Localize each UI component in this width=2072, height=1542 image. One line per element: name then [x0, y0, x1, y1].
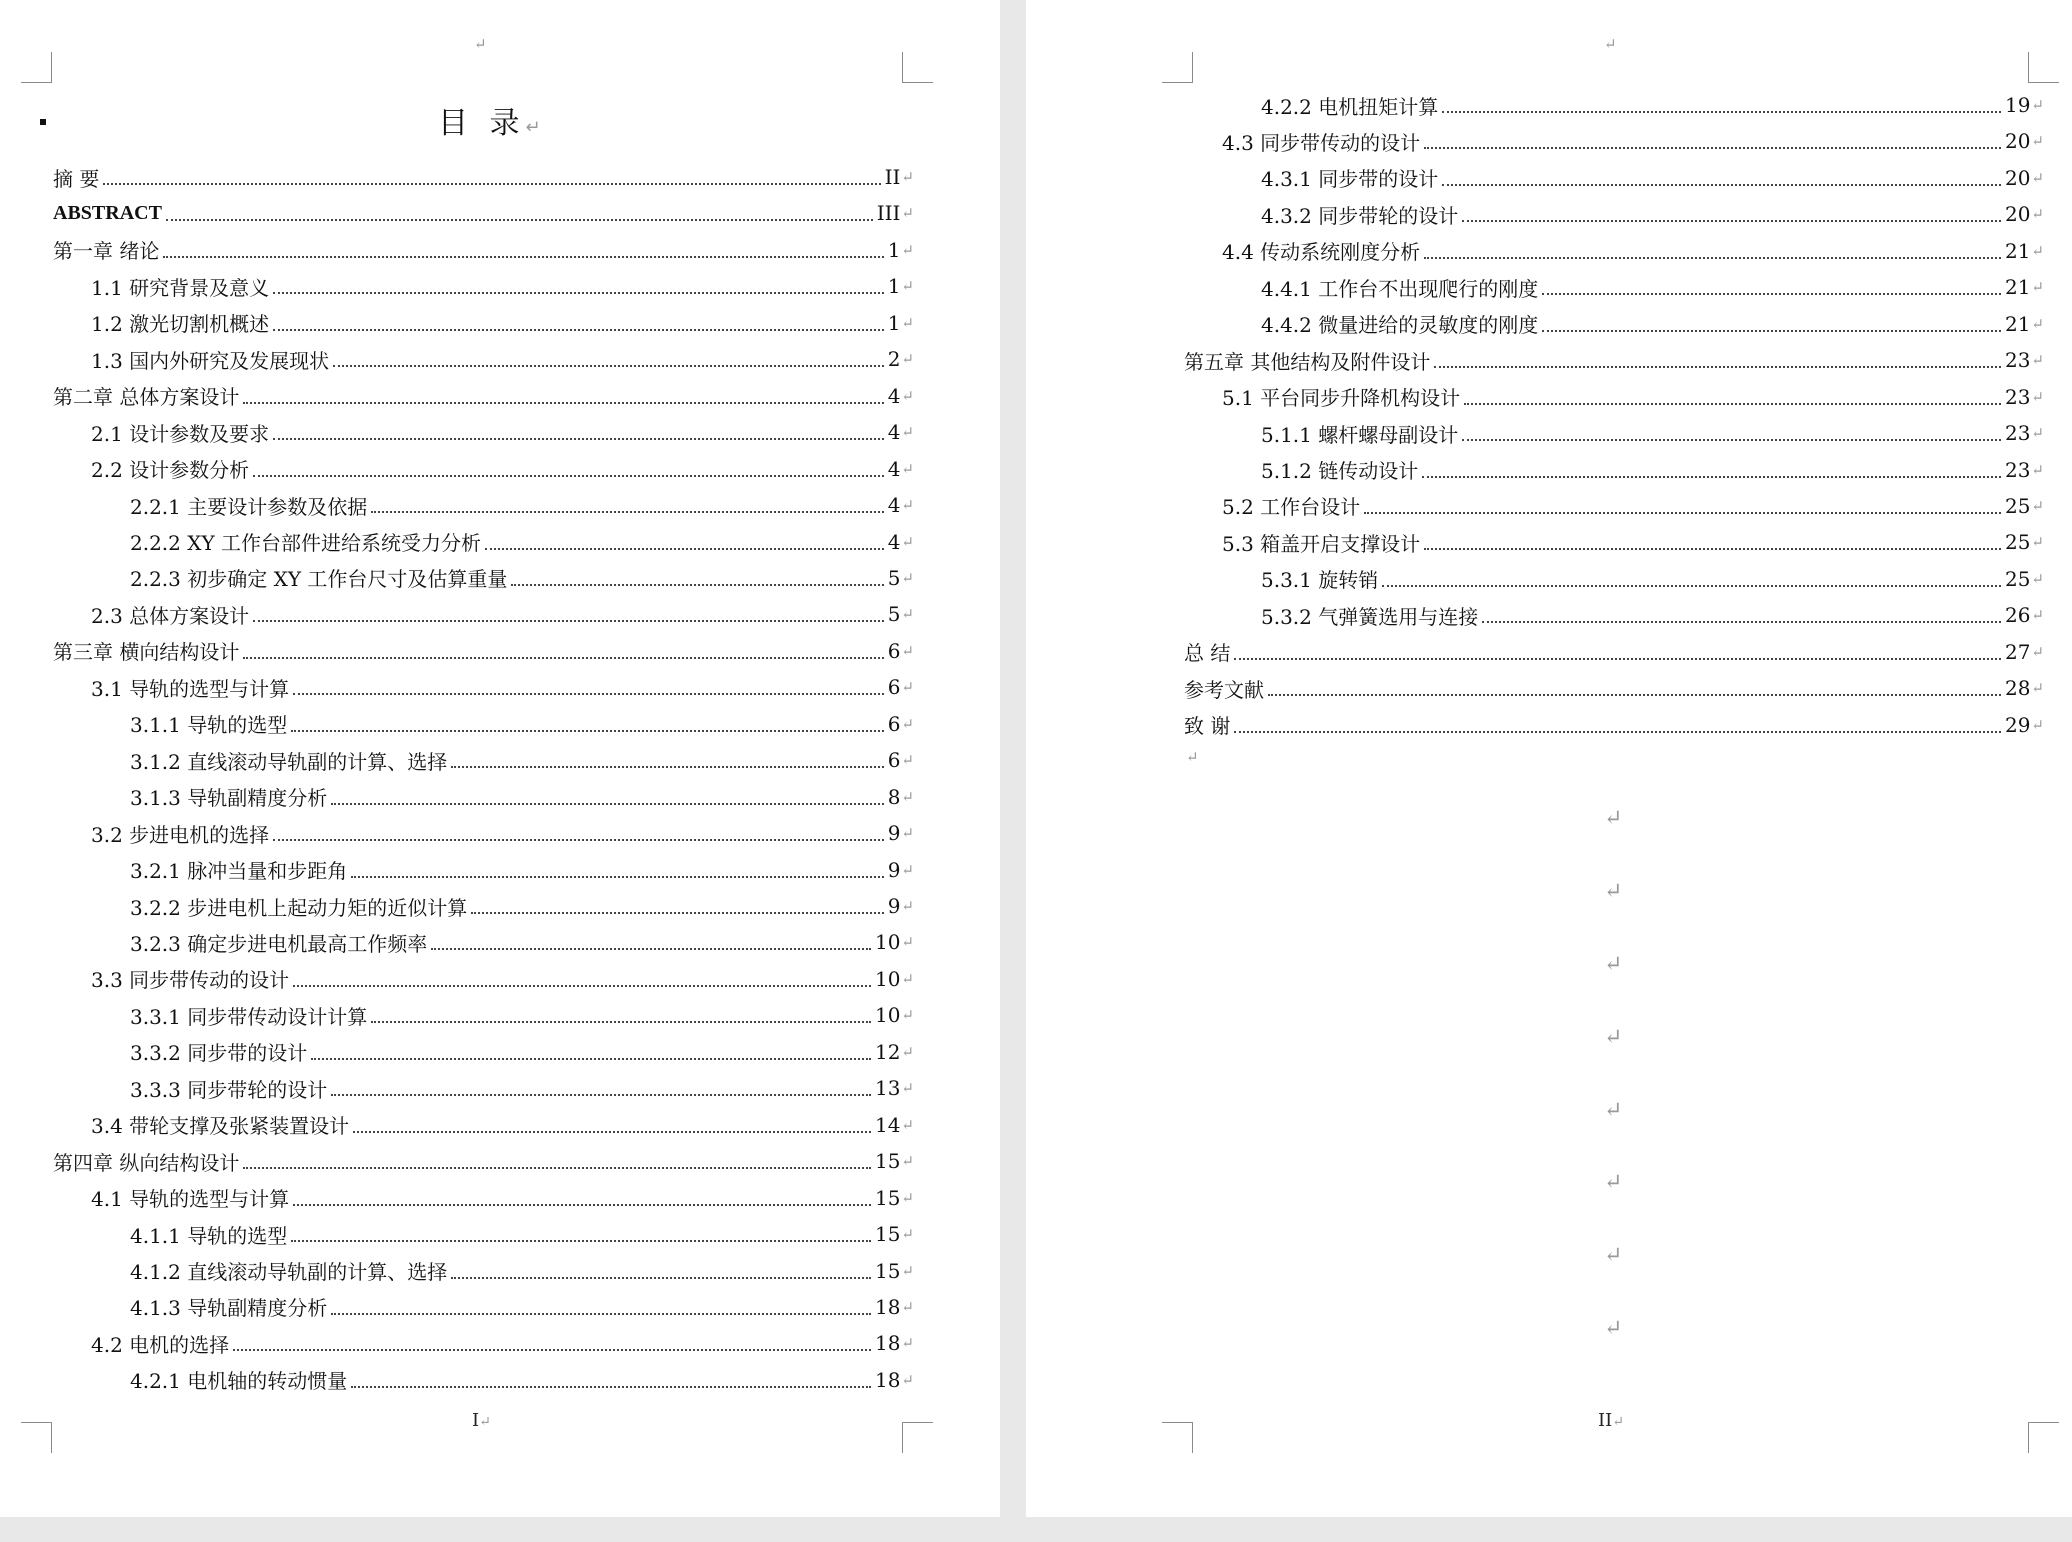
toc-dot-leader — [371, 511, 883, 513]
paragraph-mark: ↵ — [2031, 460, 2044, 479]
paragraph-mark: ↵ — [901, 824, 914, 843]
toc-dot-leader — [1464, 403, 2001, 405]
crop-mark-top-left — [21, 52, 52, 83]
toc-entry[interactable] — [130, 743, 914, 777]
toc-entry-page: 6 — [887, 748, 901, 773]
toc-entry[interactable] — [1222, 234, 2044, 268]
toc-entry[interactable] — [130, 1071, 914, 1105]
paragraph-mark: ↵ — [2031, 642, 2044, 661]
toc-entry-label: 3.3.3 同步带轮的设计 — [130, 1077, 328, 1102]
toc-dot-leader — [1424, 548, 2001, 550]
paragraph-mark: ↵ — [901, 1079, 914, 1098]
paragraph-mark: ↵ — [2031, 205, 2044, 224]
toc-dot-leader — [353, 1131, 871, 1133]
toc-entry[interactable] — [53, 634, 914, 668]
toc-entry-label: 5.3.1 旋转销 — [1261, 568, 1379, 593]
toc-entry[interactable] — [130, 925, 914, 959]
toc-entry-label: 3.2.1 脉冲当量和步距角 — [130, 859, 348, 884]
page-right — [1026, 0, 2072, 1517]
toc-entry[interactable] — [1261, 88, 2044, 122]
toc-entry-page: 9 — [887, 857, 901, 882]
toc-entry[interactable] — [1222, 124, 2044, 158]
toc-dot-leader — [291, 730, 883, 732]
toc-entry-page: 8 — [887, 784, 901, 809]
paragraph-mark: ↵ — [901, 240, 914, 259]
paragraph-mark: ↵ — [1604, 1098, 1623, 1123]
toc-dot-leader — [253, 620, 884, 622]
toc-dot-leader — [1364, 512, 2001, 514]
toc-entry-label: 3.1.3 导轨副精度分析 — [130, 786, 328, 811]
toc-dot-leader — [253, 475, 884, 477]
toc-entry-label: 4.2 电机的选择 — [91, 1332, 230, 1357]
toc-entry[interactable] — [91, 452, 914, 486]
toc-title: 目 录↵ — [438, 106, 541, 141]
toc-entry-page: 20 — [2004, 165, 2031, 190]
crop-mark-bottom-right — [902, 1422, 933, 1453]
toc-entry-page: 14 — [874, 1112, 901, 1137]
toc-entry[interactable] — [130, 1217, 914, 1251]
toc-entry-label: ABSTRACT — [53, 201, 162, 224]
paragraph-mark: ↵ — [2031, 96, 2044, 114]
toc-entry[interactable] — [1261, 562, 2044, 596]
toc-entry-label: 3.2 步进电机的选择 — [91, 822, 270, 847]
toc-dot-leader — [1382, 585, 2001, 587]
toc-entry-label: 5.1 平台同步升降机构设计 — [1222, 386, 1461, 411]
toc-entry-page: 10 — [874, 1003, 901, 1028]
toc-entry-label: 5.1.2 链传动设计 — [1261, 459, 1419, 483]
toc-entry[interactable] — [53, 196, 914, 230]
toc-entry-page: 2 — [887, 347, 901, 372]
paragraph-mark: ↵ — [2031, 241, 2044, 260]
toc-entry[interactable] — [1184, 708, 2044, 742]
paragraph-mark: ↵ — [2031, 496, 2044, 515]
toc-entry[interactable] — [53, 1144, 914, 1178]
toc-entry[interactable] — [1261, 197, 2044, 231]
toc-dot-leader — [331, 803, 883, 805]
toc-entry[interactable] — [91, 1326, 914, 1360]
paragraph-mark: ↵ — [901, 277, 914, 296]
toc-dot-leader — [333, 365, 884, 367]
toc-entry-page: 21 — [2004, 275, 2031, 300]
toc-entry-page: 10 — [874, 966, 901, 991]
paragraph-mark: ↵ — [901, 532, 914, 551]
toc-entry-label: 3.3 同步带传动的设计 — [91, 968, 290, 993]
toc-dot-leader — [273, 839, 884, 841]
paragraph-mark: ↵ — [1604, 1170, 1623, 1195]
toc-entry-label: 1.2 激光切割机概述 — [91, 312, 270, 337]
toc-dot-leader — [1434, 366, 2001, 368]
toc-entry-label: 3.4 带轮支撑及张紧装置设计 — [91, 1114, 350, 1139]
page-left — [0, 0, 1000, 1517]
paragraph-mark: ↵ — [901, 605, 914, 624]
paragraph-mark: ↵ — [901, 423, 914, 442]
toc-entry[interactable] — [130, 1254, 914, 1288]
toc-entry-label: 第四章 纵向结构设计 — [53, 1150, 240, 1175]
toc-dot-leader — [293, 1204, 871, 1206]
paragraph-mark: ↵ — [901, 1115, 914, 1134]
page-footer-left: I↵ — [472, 1410, 491, 1431]
toc-entry-page: 12 — [874, 1039, 901, 1064]
toc-entry-page: 6 — [887, 711, 901, 736]
toc-entry-page: 5 — [887, 602, 901, 627]
toc-entry-page: 13 — [874, 1076, 901, 1101]
toc-entry-page: 15 — [874, 1149, 901, 1174]
toc-entry-label: 3.1.2 直线滚动导轨副的计算、选择 — [130, 749, 448, 774]
toc-entry[interactable] — [53, 379, 914, 413]
paragraph-mark: ↵ — [901, 1006, 914, 1025]
toc-entry-page: 21 — [2004, 238, 2031, 263]
toc-entry-label: 3.3.2 同步带的设计 — [130, 1041, 308, 1066]
toc-entry-label: 第三章 横向结构设计 — [53, 640, 240, 665]
toc-entry-label: 5.3 箱盖开启支撑设计 — [1222, 531, 1421, 556]
toc-entry-page: 19 — [2004, 93, 2031, 117]
crop-mark-bottom-right — [2028, 1422, 2059, 1453]
toc-entry-label: 3.1 导轨的选型与计算 — [91, 676, 290, 701]
toc-dot-leader — [1462, 439, 2001, 441]
toc-dot-leader — [1442, 111, 2001, 113]
toc-dot-leader — [243, 402, 883, 404]
toc-entry[interactable] — [91, 269, 914, 303]
toc-entry-page: 9 — [887, 821, 901, 846]
paragraph-mark: ↵ — [2031, 278, 2044, 297]
toc-entry-page: 21 — [2004, 311, 2031, 336]
toc-dot-leader — [351, 1386, 871, 1388]
paragraph-mark: ↵ — [901, 933, 914, 952]
paragraph-mark: ↵ — [2031, 533, 2044, 552]
toc-entry-label: 2.1 设计参数及要求 — [91, 421, 270, 446]
toc-dot-leader — [1234, 731, 2001, 733]
toc-entry[interactable] — [130, 488, 914, 522]
toc-entry[interactable] — [130, 525, 914, 559]
toc-entry-label: 致 谢 — [1184, 714, 1231, 739]
paragraph-mark: ↵ — [901, 313, 914, 332]
toc-entry-page: 18 — [874, 1367, 901, 1392]
toc-entry-page: 9 — [887, 894, 901, 918]
toc-entry[interactable] — [130, 1363, 914, 1397]
toc-dot-leader — [311, 1058, 871, 1060]
toc-dot-leader — [1462, 220, 2001, 222]
page-footer-right: II↵ — [1598, 1410, 1624, 1431]
toc-entry[interactable] — [130, 561, 914, 595]
toc-entry-page: 15 — [874, 1222, 901, 1247]
toc-entry-page: 25 — [2004, 530, 2031, 555]
paragraph-mark: ↵ — [1604, 879, 1623, 904]
paragraph-mark: ↵ — [2031, 168, 2044, 187]
toc-entry[interactable] — [1222, 489, 2044, 523]
paragraph-mark: ↵ — [901, 1370, 914, 1389]
toc-entry-label: 4.4.1 工作台不出现爬行的刚度 — [1261, 276, 1539, 301]
toc-dot-leader — [511, 584, 883, 586]
paragraph-mark: ↵ — [901, 751, 914, 770]
paragraph-mark: ↵ — [901, 1225, 914, 1244]
paragraph-mark: ↵ — [901, 459, 914, 478]
toc-entry[interactable] — [91, 1181, 914, 1215]
paragraph-mark: ↵ — [901, 386, 914, 405]
toc-entry[interactable] — [1261, 307, 2044, 341]
toc-entry-page: 26 — [2004, 603, 2031, 628]
toc-dot-leader — [331, 1094, 871, 1096]
toc-entry-label: 5.1.1 螺杆螺母副设计 — [1261, 422, 1459, 447]
toc-entry-page: 29 — [2004, 712, 2031, 737]
paragraph-mark: ↵ — [2031, 387, 2044, 406]
paragraph-mark: ↵ — [1604, 952, 1623, 977]
toc-entry-page: 4 — [887, 420, 901, 445]
toc-entry[interactable] — [130, 780, 914, 814]
toc-entry-label: 2.2.3 初步确定 XY 工作台尺寸及估算重量 — [130, 567, 508, 592]
toc-entry[interactable] — [91, 1108, 914, 1142]
toc-entry-page: 23 — [2004, 457, 2031, 482]
toc-entry-label: 3.2.2 步进电机上起动力矩的近似计算 — [130, 895, 468, 920]
toc-entry[interactable] — [91, 415, 914, 449]
toc-entry-label: 第二章 总体方案设计 — [53, 385, 240, 410]
toc-dot-leader — [1542, 293, 2001, 295]
paragraph-mark: ↵ — [901, 1188, 914, 1207]
paragraph-mark: ↵ — [2031, 715, 2044, 734]
toc-entry-label: 4.3.2 同步带轮的设计 — [1261, 203, 1459, 228]
paragraph-mark: ↵ — [901, 1261, 914, 1280]
toc-dot-leader — [1442, 184, 2001, 186]
toc-entry-page: 18 — [874, 1294, 901, 1319]
toc-entry-label: 1.1 研究背景及意义 — [91, 275, 270, 300]
toc-entry-page: 20 — [2004, 129, 2031, 154]
toc-entry-page: 1 — [887, 274, 901, 299]
toc-entry[interactable] — [53, 160, 914, 194]
toc-entry[interactable] — [1261, 161, 2044, 195]
toc-entry-page: 4 — [887, 529, 901, 554]
toc-entry-label: 摘 要 — [53, 166, 100, 191]
toc-entry-label: 3.2.3 确定步进电机最高工作频率 — [130, 931, 428, 956]
crop-mark-top-right — [902, 52, 933, 83]
toc-entry[interactable] — [1222, 525, 2044, 559]
toc-dot-leader — [431, 948, 871, 950]
toc-entry-page: 6 — [887, 675, 901, 700]
toc-entry-label: 3.3.1 同步带传动设计计算 — [130, 1004, 368, 1029]
paragraph-mark: ↵ — [2031, 351, 2044, 370]
toc-dot-leader — [273, 438, 884, 440]
crop-mark-bottom-left — [21, 1422, 52, 1453]
paragraph-mark: ↵ — [1604, 806, 1623, 831]
toc-entry[interactable] — [91, 816, 914, 850]
paragraph-mark: ↵ — [2031, 679, 2044, 698]
toc-entry-label: 1.3 国内外研究及发展现状 — [91, 348, 330, 373]
paragraph-mark: ↵ — [2031, 569, 2044, 588]
toc-entry[interactable] — [91, 306, 914, 340]
toc-entry-page: 18 — [874, 1331, 901, 1356]
toc-entry-page: 15 — [874, 1258, 901, 1283]
toc-entry-page: 20 — [2004, 202, 2031, 227]
toc-dot-leader — [243, 1167, 871, 1169]
toc-dot-leader — [331, 1313, 871, 1315]
toc-entry-page: 1 — [887, 310, 901, 335]
paragraph-mark: ↵ — [2031, 132, 2044, 151]
toc-entry-page: III — [876, 201, 901, 226]
toc-dot-leader — [1424, 147, 2001, 149]
toc-dot-leader — [166, 219, 873, 221]
paragraph-mark: ↵ — [901, 1297, 914, 1316]
toc-entry[interactable] — [130, 998, 914, 1032]
list-bullet — [40, 119, 46, 125]
paragraph-mark: ↵ — [1604, 1316, 1623, 1341]
toc-dot-leader — [243, 657, 883, 659]
toc-entry[interactable] — [1222, 380, 2044, 414]
paragraph-mark: ↵ — [2031, 424, 2044, 443]
toc-dot-leader — [451, 1277, 871, 1279]
paragraph-mark: ↵ — [901, 714, 914, 733]
toc-entry-label: 4.4.2 微量进给的灵敏度的刚度 — [1261, 313, 1539, 338]
toc-dot-leader — [103, 183, 880, 185]
toc-entry[interactable] — [53, 233, 914, 267]
paragraph-mark: ↵ — [1186, 748, 1199, 766]
paragraph-mark: ↵ — [901, 568, 914, 587]
toc-entry-page: 25 — [2004, 493, 2031, 518]
toc-dot-leader — [1424, 257, 2001, 259]
toc-entry[interactable] — [1261, 416, 2044, 450]
paragraph-mark: ↵ — [2031, 314, 2044, 333]
paragraph-mark: ↵ — [901, 350, 914, 369]
toc-dot-leader — [1234, 658, 2001, 660]
paragraph-mark: ↵ — [901, 204, 914, 223]
toc-entry[interactable] — [1184, 635, 2044, 669]
toc-dot-leader — [273, 329, 884, 331]
toc-entry-page: 10 — [874, 930, 901, 955]
paragraph-mark: ↵ — [901, 1334, 914, 1353]
toc-dot-leader — [1482, 621, 2001, 623]
toc-dot-leader — [293, 985, 871, 987]
paragraph-mark: ↵ — [901, 168, 914, 186]
toc-entry-page: 23 — [2004, 421, 2031, 446]
toc-dot-leader — [291, 1240, 871, 1242]
toc-dot-leader — [351, 876, 883, 878]
toc-entry-page: 6 — [887, 638, 901, 663]
toc-entry-label: 4.2.2 电机扭矩计算 — [1261, 94, 1439, 119]
toc-entry[interactable] — [91, 597, 914, 631]
crop-mark-top-left — [1162, 52, 1193, 83]
paragraph-mark: ↵ — [2031, 606, 2044, 625]
toc-entry-label: 4.2.1 电机轴的转动惯量 — [130, 1369, 348, 1394]
toc-entry-page: 4 — [887, 383, 901, 408]
toc-entry-page: 25 — [2004, 566, 2031, 591]
toc-entry[interactable] — [1261, 598, 2044, 632]
toc-entry[interactable] — [91, 962, 914, 996]
crop-mark-top-right — [2028, 52, 2059, 83]
toc-entry-page: 23 — [2004, 348, 2031, 373]
toc-entry-label: 4.4 传动系统刚度分析 — [1222, 240, 1421, 265]
toc-entry[interactable] — [1261, 453, 2044, 487]
toc-entry[interactable] — [130, 1035, 914, 1069]
toc-entry-page: 1 — [887, 237, 901, 262]
toc-entry[interactable] — [130, 707, 914, 741]
toc-entry-label: 4.3 同步带传动的设计 — [1222, 130, 1421, 155]
toc-entry-label: 第五章 其他结构及附件设计 — [1184, 349, 1431, 374]
toc-dot-leader — [1542, 330, 2001, 332]
paragraph-mark: ↵ — [901, 969, 914, 988]
toc-entry-page: 23 — [2004, 384, 2031, 409]
paragraph-mark: ↵ — [901, 641, 914, 660]
toc-entry[interactable] — [91, 342, 914, 376]
paragraph-mark: ↵ — [901, 787, 914, 806]
paragraph-mark: ↵ — [474, 35, 487, 53]
toc-entry-label: 2.2.1 主要设计参数及依据 — [130, 494, 368, 519]
toc-entry-label: 3.1.1 导轨的选型 — [130, 713, 288, 738]
toc-entry-page: 5 — [887, 565, 901, 590]
toc-entry-page: 15 — [874, 1185, 901, 1210]
paragraph-mark: ↵ — [901, 496, 914, 515]
toc-entry-label: 4.1.2 直线滚动导轨副的计算、选择 — [130, 1260, 448, 1284]
toc-dot-leader — [233, 1349, 871, 1351]
toc-dot-leader — [163, 256, 883, 258]
paragraph-mark: ↵ — [1604, 35, 1617, 53]
toc-entry-label: 总 结 — [1184, 641, 1231, 666]
crop-mark-bottom-left — [1162, 1422, 1193, 1453]
toc-entry-label: 参考文献 — [1184, 677, 1264, 702]
toc-entry[interactable] — [91, 670, 914, 704]
toc-entry[interactable] — [130, 889, 914, 923]
toc-entry-label: 2.2 设计参数分析 — [91, 458, 250, 483]
toc-entry[interactable] — [130, 1290, 914, 1324]
toc-entry-label: 5.3.2 气弹簧选用与连接 — [1261, 604, 1479, 629]
toc-entry[interactable] — [1184, 671, 2044, 705]
toc-dot-leader — [293, 693, 884, 695]
paragraph-mark: ↵ — [901, 860, 914, 879]
toc-entry-label: 2.2.2 XY 工作台部件进给系统受力分析 — [130, 531, 482, 555]
paragraph-mark: ↵ — [1604, 1243, 1623, 1268]
toc-dot-leader — [1422, 476, 2001, 478]
toc-dot-leader — [371, 1021, 871, 1023]
toc-entry-label: 4.1 导轨的选型与计算 — [91, 1187, 290, 1212]
toc-dot-leader — [1268, 694, 2001, 696]
toc-entry-page: 27 — [2004, 639, 2031, 664]
toc-entry-label: 第一章 绪论 — [53, 239, 160, 264]
toc-entry-label: 4.1.3 导轨副精度分析 — [130, 1296, 328, 1321]
paragraph-mark: ↵ — [901, 1042, 914, 1061]
toc-entry[interactable] — [130, 853, 914, 887]
toc-entry-page: 28 — [2004, 676, 2031, 701]
toc-entry-page: 4 — [887, 493, 901, 518]
toc-dot-leader — [273, 292, 884, 294]
toc-entry-label: 5.2 工作台设计 — [1222, 495, 1361, 520]
toc-dot-leader — [451, 766, 883, 768]
toc-entry[interactable] — [1184, 343, 2044, 377]
toc-entry-page: 4 — [887, 456, 901, 481]
paragraph-mark: ↵ — [901, 678, 914, 697]
toc-entry-label: 4.3.1 同步带的设计 — [1261, 167, 1439, 192]
toc-entry-label: 2.3 总体方案设计 — [91, 603, 250, 628]
paragraph-mark: ↵ — [901, 1152, 914, 1171]
toc-entry-label: 4.1.1 导轨的选型 — [130, 1223, 288, 1248]
paragraph-mark: ↵ — [1604, 1025, 1623, 1050]
toc-entry[interactable] — [1261, 270, 2044, 304]
toc-entry-page: II — [884, 165, 901, 189]
toc-dot-leader — [485, 548, 884, 550]
paragraph-mark: ↵ — [901, 897, 914, 915]
toc-dot-leader — [471, 912, 883, 914]
